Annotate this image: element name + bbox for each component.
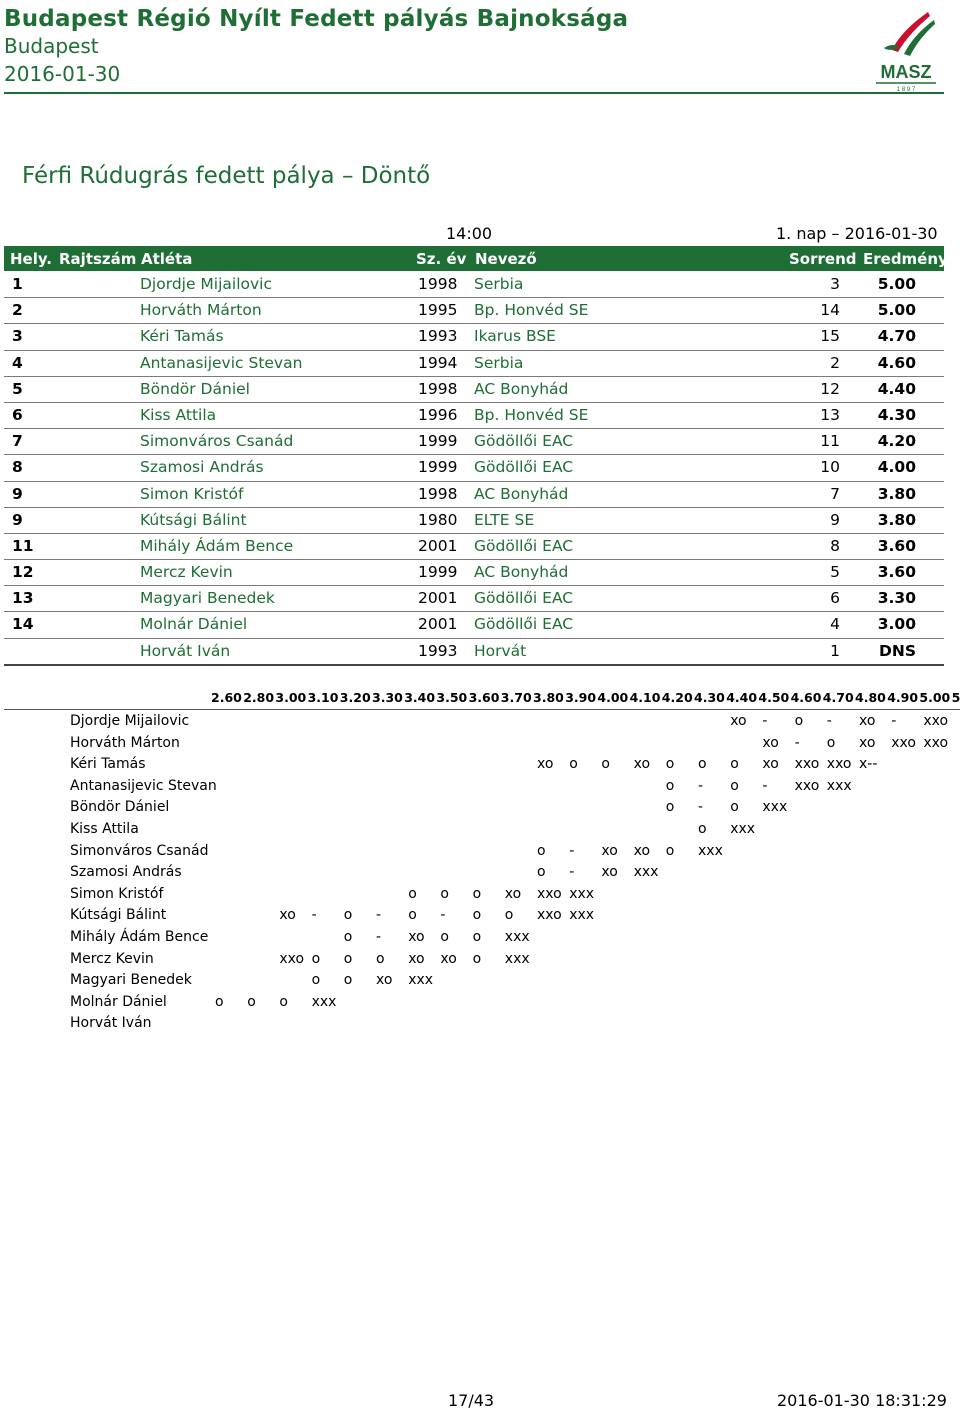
result-birth-year: 1998 xyxy=(418,484,458,503)
result-club: Bp. Honvéd SE xyxy=(474,405,589,424)
trial-attempt: xo xyxy=(762,734,779,751)
result-row xyxy=(4,403,944,429)
result-order: 4 xyxy=(830,615,840,634)
trial-athlete: Mercz Kevin xyxy=(70,950,154,967)
trial-attempt: xxx xyxy=(408,972,434,989)
result-mark: 5.00 xyxy=(877,301,916,320)
masz-logo-icon xyxy=(870,4,942,92)
height-label: 3.90 xyxy=(565,690,597,705)
trial-attempt: o xyxy=(698,756,707,773)
trial-athlete: Kiss Attila xyxy=(70,820,139,837)
height-label: 4.90 xyxy=(887,690,919,705)
trial-attempt: o xyxy=(569,756,578,773)
trial-attempt: xxo xyxy=(537,907,562,924)
heights-header xyxy=(0,690,960,710)
event-day: 1. nap – 2016-01-30 xyxy=(776,224,938,243)
height-label: 3.60 xyxy=(468,690,500,705)
trial-attempt: xxo xyxy=(794,756,820,773)
result-athlete: Djordje Mijailovic xyxy=(140,275,273,293)
trial-attempt: xxo xyxy=(826,756,852,773)
trial-attempt: o xyxy=(311,950,321,967)
trial-athlete: Molnár Dániel xyxy=(70,993,167,1010)
result-athlete: Magyari Benedek xyxy=(140,589,275,608)
trial-attempt: o xyxy=(730,799,739,816)
result-place: 8 xyxy=(12,458,23,477)
trial-attempt: xxx xyxy=(311,993,337,1010)
results-header xyxy=(4,246,948,271)
trial-attempt: o xyxy=(472,885,482,902)
trial-attempt: - xyxy=(891,713,897,729)
trial-attempt: xxx xyxy=(504,950,530,967)
height-label: 4.50 xyxy=(758,690,790,705)
trial-attempt: o xyxy=(665,777,675,794)
result-place: 9 xyxy=(12,484,23,503)
trial-row xyxy=(0,905,960,927)
result-order: 9 xyxy=(830,510,840,529)
result-order: 15 xyxy=(820,327,840,346)
result-birth-year: 1999 xyxy=(418,458,458,477)
result-order: 2 xyxy=(830,353,840,372)
trial-attempt: xo xyxy=(633,842,651,859)
result-club: Gödöllői EAC xyxy=(474,536,574,555)
result-row xyxy=(4,586,944,612)
result-club: AC Bonyhád xyxy=(474,563,569,582)
height-label: 4.60 xyxy=(790,690,822,705)
trial-attempt: o xyxy=(408,907,417,924)
result-birth-year: 2001 xyxy=(418,615,458,634)
result-club: Ikarus BSE xyxy=(474,327,556,346)
trial-attempt: o xyxy=(698,820,707,837)
trial-athlete: Szamosi András xyxy=(70,864,182,881)
result-place: 2 xyxy=(12,301,23,320)
height-label: 3.20 xyxy=(339,690,371,705)
trial-athlete: Simonváros Csanád xyxy=(70,842,209,859)
height-label: 4.20 xyxy=(661,690,693,705)
trial-attempt: o xyxy=(215,993,224,1010)
result-row xyxy=(4,351,944,377)
trial-attempt: - xyxy=(376,928,382,945)
result-row xyxy=(4,298,944,324)
result-row xyxy=(4,508,944,534)
result-birth-year: 1993 xyxy=(418,327,458,346)
trial-athlete: Horváth Márton xyxy=(70,734,180,751)
col-club-header: Nevező xyxy=(475,250,537,268)
result-order: 8 xyxy=(830,536,840,555)
height-label: 4.40 xyxy=(726,690,758,705)
trial-row xyxy=(0,884,960,906)
result-athlete: Kiss Attila xyxy=(140,405,217,424)
trial-attempt: xo xyxy=(762,756,779,773)
result-birth-year: 1996 xyxy=(418,405,458,424)
competition-date: 2016-01-30 xyxy=(4,62,121,86)
trial-attempt: - xyxy=(569,842,575,859)
trial-attempt: o xyxy=(472,928,482,945)
trial-attempt: xo xyxy=(730,713,747,729)
result-athlete: Antanasijevic Stevan xyxy=(140,353,303,372)
trial-row xyxy=(0,711,960,733)
result-birth-year: 1993 xyxy=(418,641,458,660)
result-place: 7 xyxy=(12,432,23,451)
trial-attempt: xxo xyxy=(279,950,305,967)
result-order: 7 xyxy=(830,484,840,503)
trial-attempt: - xyxy=(762,777,768,794)
result-club: AC Bonyhád xyxy=(474,484,569,503)
logo-year: 1 8 9 7 xyxy=(896,87,916,92)
result-row xyxy=(4,560,944,586)
result-mark: 3.80 xyxy=(877,484,916,503)
result-order: 11 xyxy=(820,432,840,451)
trial-attempt: o xyxy=(504,907,514,924)
result-mark: 4.40 xyxy=(877,379,916,398)
height-label: 4.80 xyxy=(855,690,886,705)
trial-attempt: xxo xyxy=(537,885,562,902)
trial-attempt: o xyxy=(537,864,546,881)
trial-attempt: xxx xyxy=(826,777,852,794)
result-row xyxy=(4,429,944,455)
height-label: 3.30 xyxy=(372,690,403,705)
trial-attempt: xxo xyxy=(923,713,949,729)
height-label: 5.00 xyxy=(919,690,951,705)
trial-attempt: xxo xyxy=(923,734,949,751)
result-place: 3 xyxy=(12,327,23,346)
result-club: Serbia xyxy=(474,353,524,372)
result-mark: 3.60 xyxy=(877,536,916,555)
result-mark: 3.80 xyxy=(877,510,916,529)
trial-attempt: xo xyxy=(859,713,876,729)
col-athlete-header: Atléta xyxy=(141,250,193,268)
trial-athlete: Böndör Dániel xyxy=(70,799,170,816)
trial-attempt: o xyxy=(472,907,482,924)
result-order: 12 xyxy=(820,379,840,398)
result-row xyxy=(4,324,944,350)
result-athlete: Molnár Dániel xyxy=(140,615,248,634)
trial-attempt: xo xyxy=(601,842,618,859)
height-label: 5 xyxy=(951,690,960,705)
col-bib-header: Rajtszám xyxy=(59,250,137,268)
height-label: 3.40 xyxy=(404,690,436,705)
col-order-header: Sorrend xyxy=(789,250,857,268)
trial-row xyxy=(0,754,960,776)
result-club: Serbia xyxy=(474,275,524,293)
trial-attempt: xxo xyxy=(794,777,820,794)
height-label: 3.10 xyxy=(307,690,339,705)
result-athlete: Böndör Dániel xyxy=(140,379,250,398)
height-label: 3.80 xyxy=(533,690,564,705)
trial-attempt: o xyxy=(408,885,417,902)
results-table xyxy=(4,272,944,666)
trial-attempt: o xyxy=(247,993,256,1010)
result-place: 6 xyxy=(12,405,23,424)
trial-attempt: xxo xyxy=(891,734,916,751)
result-mark: 3.30 xyxy=(877,589,916,608)
trial-attempt: - xyxy=(698,799,704,816)
page-number: 17/43 xyxy=(448,1391,495,1410)
result-athlete: Horváth Márton xyxy=(140,301,262,320)
trial-row xyxy=(0,970,960,992)
trial-attempt: o xyxy=(343,972,353,989)
trial-attempt: o xyxy=(343,950,353,967)
result-place: 4 xyxy=(12,353,23,372)
result-club: Gödöllői EAC xyxy=(474,458,574,477)
competition-title: Budapest Régió Nyílt Fedett pályás Bajnoksága xyxy=(4,6,629,32)
result-place: 14 xyxy=(12,615,34,634)
height-label: 3.70 xyxy=(500,690,532,705)
trial-attempt: xo xyxy=(601,864,618,881)
trial-attempt: xo xyxy=(504,885,522,902)
result-place: 13 xyxy=(12,589,34,608)
result-club: Bp. Honvéd SE xyxy=(474,301,589,320)
result-row xyxy=(4,639,944,666)
trial-row xyxy=(0,949,960,971)
result-order: 5 xyxy=(830,563,840,582)
result-athlete: Szamosi András xyxy=(140,458,264,477)
header-divider xyxy=(4,92,944,94)
result-athlete: Simonváros Csanád xyxy=(140,432,294,451)
trial-athlete: Simon Kristóf xyxy=(70,885,164,902)
trial-row xyxy=(0,797,960,819)
result-mark: 5.00 xyxy=(877,275,916,293)
trial-row xyxy=(0,841,960,863)
trial-athlete: Djordje Mijailovic xyxy=(70,713,190,729)
result-athlete: Mihály Ádám Bence xyxy=(140,536,294,555)
result-athlete: Mercz Kevin xyxy=(140,563,233,582)
trial-attempt: xo xyxy=(279,907,296,924)
trial-attempt: o xyxy=(279,993,288,1010)
result-birth-year: 1998 xyxy=(418,275,458,293)
trial-row xyxy=(0,819,960,841)
result-order: 6 xyxy=(830,589,840,608)
height-label: 4.10 xyxy=(629,690,661,705)
result-mark: 3.00 xyxy=(877,615,916,634)
result-club: Gödöllői EAC xyxy=(474,615,574,634)
result-row xyxy=(4,272,944,298)
trial-attempt: o xyxy=(665,756,675,773)
result-row xyxy=(4,482,944,508)
result-place: 5 xyxy=(12,379,23,398)
trial-attempt: xxx xyxy=(762,799,788,816)
result-mark: 4.30 xyxy=(877,405,916,424)
result-mark: 3.60 xyxy=(877,563,916,582)
trial-athlete: Magyari Benedek xyxy=(70,972,192,989)
trial-attempt: xxx xyxy=(569,885,595,902)
result-order: 14 xyxy=(820,301,840,320)
trial-row xyxy=(0,776,960,798)
event-time: 14:00 xyxy=(446,224,493,243)
trial-athlete: Kéri Tamás xyxy=(70,756,146,773)
trial-attempt: o xyxy=(794,713,804,729)
trial-attempt: xo xyxy=(408,950,425,967)
result-club: Gödöllői EAC xyxy=(474,589,574,608)
trial-attempt: - xyxy=(794,734,800,751)
trial-athlete: Mihály Ádám Bence xyxy=(70,928,209,945)
result-order: 1 xyxy=(830,641,840,660)
result-mark: 4.00 xyxy=(877,458,916,477)
trial-attempt: - xyxy=(376,907,382,924)
trial-attempt: xxx xyxy=(698,842,723,859)
result-place: 9 xyxy=(12,510,23,529)
result-mark: 4.70 xyxy=(877,327,916,346)
result-order: 13 xyxy=(820,405,840,424)
result-birth-year: 2001 xyxy=(418,589,458,608)
trial-attempt: - xyxy=(698,777,704,794)
print-timestamp: 2016-01-30 18:31:29 xyxy=(777,1391,947,1410)
result-birth-year: 1999 xyxy=(418,432,458,451)
height-label: 4.30 xyxy=(694,690,725,705)
result-mark: DNS xyxy=(878,641,916,660)
col-year-header: Sz. év xyxy=(416,250,467,268)
trial-attempt: xxx xyxy=(569,907,595,924)
trial-attempt: - xyxy=(762,713,768,729)
height-label: 4.70 xyxy=(822,690,854,705)
trial-row xyxy=(0,992,960,1014)
result-row xyxy=(4,534,944,560)
result-birth-year: 1998 xyxy=(418,379,458,398)
result-mark: 4.60 xyxy=(877,353,916,372)
result-club: Gödöllői EAC xyxy=(474,432,574,451)
trial-attempt: o xyxy=(343,907,353,924)
result-order: 10 xyxy=(820,458,840,477)
trial-attempt: o xyxy=(826,734,836,751)
trial-attempt: o xyxy=(537,842,546,859)
result-place: 1 xyxy=(12,275,23,293)
trial-attempt: xxx xyxy=(633,864,659,881)
trial-attempt: xo xyxy=(537,756,554,773)
trial-athlete: Kútsági Bálint xyxy=(70,907,167,924)
trial-attempt: o xyxy=(343,928,353,945)
trials-table xyxy=(0,711,960,1035)
result-birth-year: 1980 xyxy=(418,510,458,529)
result-club: Horvát xyxy=(474,641,527,660)
result-birth-year: 2001 xyxy=(418,536,458,555)
result-order: 3 xyxy=(830,275,840,293)
result-row xyxy=(4,612,944,638)
trial-attempt: - xyxy=(440,907,446,924)
trial-attempt: x-- xyxy=(859,756,878,773)
result-club: ELTE SE xyxy=(474,510,535,529)
trial-attempt: - xyxy=(311,907,317,924)
trial-attempt: o xyxy=(730,777,739,794)
trial-attempt: o xyxy=(601,756,610,773)
trial-attempt: o xyxy=(376,950,385,967)
result-athlete: Kútsági Bálint xyxy=(140,510,247,529)
result-place: 11 xyxy=(12,536,34,555)
trial-athlete: Antanasijevic Stevan xyxy=(70,777,217,794)
result-birth-year: 1994 xyxy=(418,353,458,372)
trial-attempt: o xyxy=(440,928,449,945)
result-birth-year: 1999 xyxy=(418,563,458,582)
result-place: 12 xyxy=(12,563,34,582)
trial-row xyxy=(0,862,960,884)
trial-attempt: o xyxy=(730,756,739,773)
trial-attempt: o xyxy=(472,950,482,967)
col-place-header: Hely. xyxy=(10,250,52,268)
height-label: 3.50 xyxy=(436,690,468,705)
result-club: AC Bonyhád xyxy=(474,379,569,398)
result-athlete: Simon Kristóf xyxy=(140,484,244,503)
trial-attempt: xo xyxy=(633,756,651,773)
trial-attempt: xxx xyxy=(504,928,530,945)
trial-attempt: xo xyxy=(859,734,876,751)
height-label: 3.00 xyxy=(275,690,307,705)
trial-row xyxy=(0,733,960,755)
trial-attempt: xo xyxy=(408,928,425,945)
trial-attempt: - xyxy=(569,864,575,881)
trial-attempt: xo xyxy=(440,950,457,967)
trial-attempt: xxx xyxy=(730,820,756,837)
result-mark: 4.20 xyxy=(877,432,916,451)
trial-attempt: xo xyxy=(376,972,393,989)
result-birth-year: 1995 xyxy=(418,301,458,320)
competition-city: Budapest xyxy=(4,34,99,58)
event-title: Férfi Rúdugrás fedett pálya – Döntő xyxy=(22,163,431,189)
trial-row xyxy=(0,927,960,949)
trial-attempt: o xyxy=(665,842,675,859)
result-row xyxy=(4,455,944,481)
trial-attempt: o xyxy=(440,885,449,902)
result-row xyxy=(4,377,944,403)
trial-attempt: - xyxy=(826,713,832,729)
col-result-header: Eredmény xyxy=(863,250,948,268)
trial-attempt: o xyxy=(665,799,675,816)
heights-divider xyxy=(4,709,960,710)
trial-athlete: Horvát Iván xyxy=(70,1015,152,1032)
height-label: 4.00 xyxy=(597,690,629,705)
trial-row xyxy=(0,1013,960,1035)
trial-attempt: o xyxy=(311,972,321,989)
logo-text: MASZ xyxy=(880,62,932,82)
height-label: 2.80 xyxy=(243,690,275,705)
height-label: 2.60 xyxy=(211,690,242,705)
result-athlete: Kéri Tamás xyxy=(140,327,224,346)
result-athlete: Horvát Iván xyxy=(140,641,231,660)
